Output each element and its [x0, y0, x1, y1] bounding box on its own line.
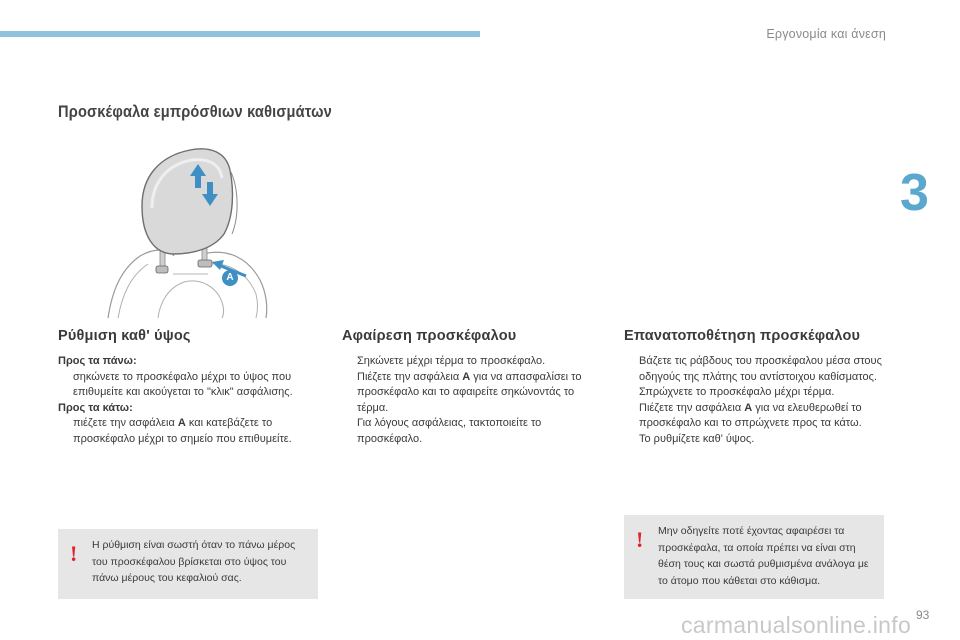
list-item: Σηκώνετε μέχρι τέρμα το προσκέφαλο.	[342, 354, 592, 370]
bullet-icon	[58, 416, 73, 447]
list-item: Το ρυθμίζετε καθ' ύψος.	[624, 432, 884, 448]
warning-box-driving	[624, 515, 884, 599]
subheading-up: Προς τα πάνω:	[58, 355, 137, 367]
section-height-adjustment	[58, 328, 308, 447]
list-item: Βάζετε τις ράβδους του προσκέφαλου μέσα στους οδηγούς της πλάτης του αντίστοιχου καθίσματος.	[624, 354, 884, 385]
section-title: Επανατοποθέτηση προσκέφαλου	[624, 328, 861, 344]
page-number: 93	[916, 608, 930, 622]
lock-callout-label: A	[226, 272, 234, 283]
list-item: Πιέζετε την ασφάλεια A για να απασφαλίσει το προσκέφαλο και το αφαιρείτε σηκώνοντάς το τέρμα.	[342, 370, 592, 417]
bullet-icon	[624, 385, 639, 401]
lock-callout-badge	[222, 270, 238, 286]
lock-label: A	[177, 417, 186, 429]
chapter-number: 3	[900, 164, 929, 222]
bullet-icon	[624, 432, 639, 448]
page-title: Προσκέφαλα εμπρόσθιων καθισμάτων	[58, 102, 332, 121]
chapter-title: Εργονομία και άνεση	[766, 27, 886, 41]
header-accent-bar	[0, 31, 480, 37]
headrest-illustration	[98, 142, 278, 320]
warning-icon: !	[636, 527, 644, 552]
headrest-drawing	[98, 142, 278, 320]
warning-icon: !	[70, 541, 78, 566]
bullet-icon	[342, 416, 357, 447]
warning-text: Η ρύθμιση είναι σωστή όταν το πάνω μέρος του προσκέφαλου βρίσκεται στο ύψος του πάνω μέρους του κεφαλιού σας.	[92, 539, 296, 584]
section-refitting	[624, 328, 884, 447]
section-title: Αφαίρεση προσκέφαλου	[342, 328, 517, 344]
bullet-icon	[342, 370, 357, 417]
watermark: carmanualsonline.info	[681, 612, 912, 638]
bullet-icon	[624, 354, 639, 385]
list-item: πιέζετε την ασφάλεια A και κατεβάζετε το προσκέφαλο μέχρι το σημείο που επιθυμείτε.	[58, 416, 308, 447]
bullet-icon	[342, 354, 357, 370]
section-removal	[342, 328, 592, 447]
bullet-icon	[58, 370, 73, 401]
warning-box-height	[58, 529, 318, 599]
lock-label: A	[462, 370, 471, 383]
bullet-icon	[624, 401, 639, 432]
subheading-down: Προς τα κάτω:	[58, 401, 133, 414]
list-item: Για λόγους ασφάλειας, τακτοποιείτε το προσκέφαλο.	[342, 416, 592, 447]
list-item: Πιέζετε την ασφάλεια A για να ελευθερωθεί το προσκέφαλο και το σπρώχνετε προς τα κάτω.	[624, 401, 884, 432]
warning-text: Μην οδηγείτε ποτέ έχοντας αφαιρέσει τα προσκέφαλα, τα οποία πρέπει να είναι στη θέση τους και σωστά ρυθμισμένα ανάλογα με το άτομο που κάθεται στο κάθισμα.	[658, 525, 869, 587]
lock-label: A	[744, 401, 753, 414]
list-item: Σπρώχνετε το προσκέφαλο μέχρι τέρμα.	[624, 385, 884, 401]
section-title: Ρύθμιση καθ' ύψος	[58, 328, 191, 344]
list-item: σηκώνετε το προσκέφαλο μέχρι το ύψος που επιθυμείτε και ακούγεται το "κλικ" ασφάλισης.	[58, 370, 308, 401]
